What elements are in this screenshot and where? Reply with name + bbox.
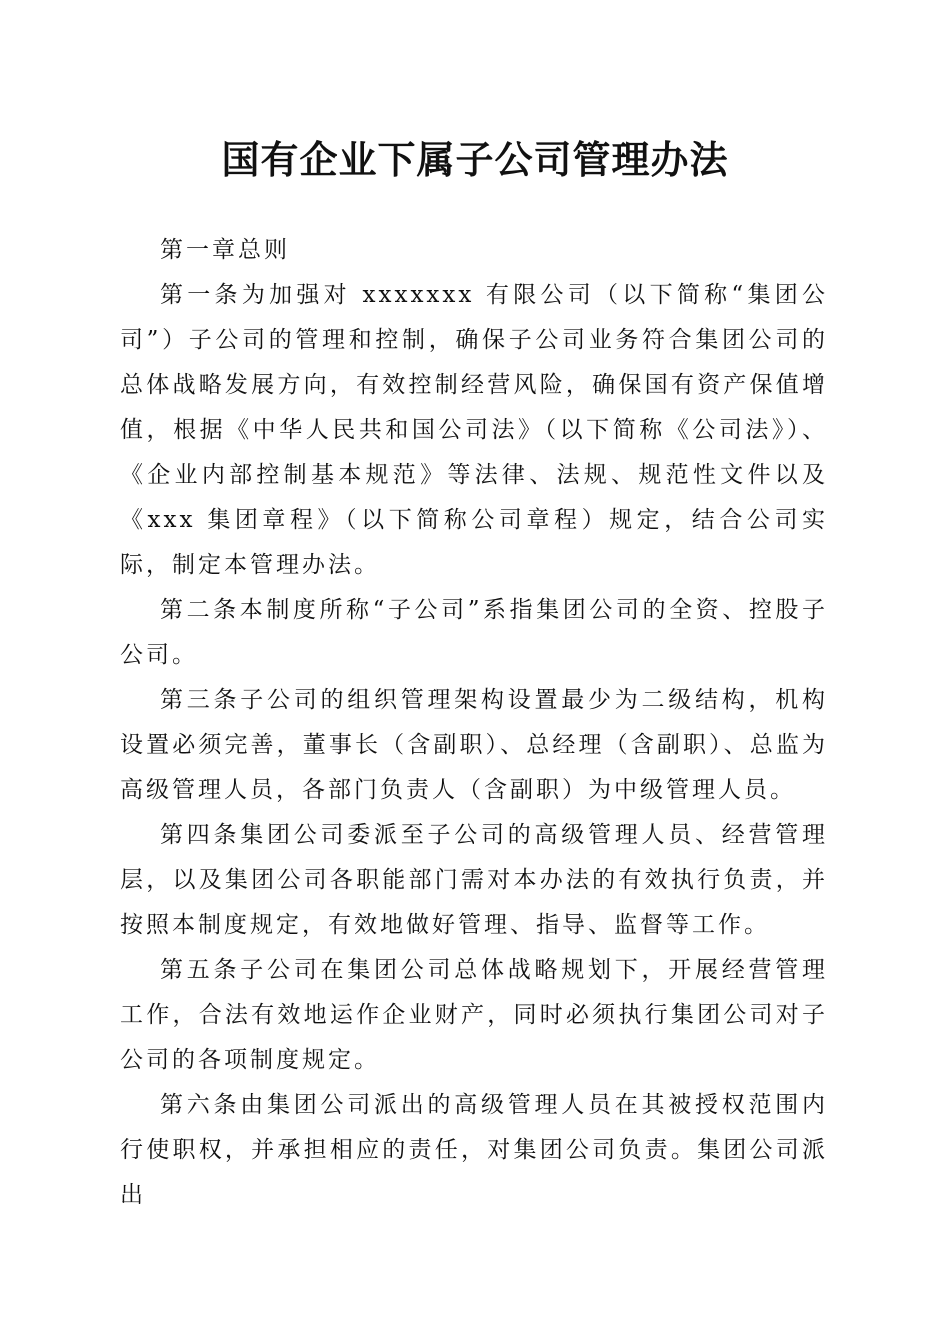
- article-2-paragraph: 第二条本制度所称“子公司”系指集团公司的全资、控股子公司。: [120, 597, 828, 668]
- article-4-paragraph: 第四条集团公司委派至子公司的高级管理人员、经营管理层，以及集团公司各职能部门需对本办法的有效执行负责，并按照本制度规定，有效地做好管理、指导、监督等工作。: [120, 822, 828, 938]
- document-body: [120, 228, 828, 1218]
- chapter-heading: 第一章总则: [160, 237, 290, 263]
- article-6-paragraph: 第六条由集团公司派出的高级管理人员在其被授权范围内行使职权，并承担相应的责任，对集团公司负责。集团公司派出: [120, 1092, 828, 1208]
- document-title: 国有企业下属子公司管理办法: [221, 137, 729, 182]
- article-1-paragraph: 第一条为加强对 xxxxxxx 有限公司（以下简称“集团公司”）子公司的管理和控制，确保子公司业务符合集团公司的总体战略发展方向，有效控制经营风险，确保国有资产保值增值，根据《中华人民共和国公司法》（以下简称《公司法》）、《企业内部控制基本规范》等法律、法规、规范性文件以及《xxx 集团章程》（以下简称公司章程）规定，结合公司实际，制定本管理办法。: [120, 282, 828, 578]
- article-5-paragraph: 第五条子公司在集团公司总体战略规划下，开展经营管理工作，合法有效地运作企业财产，同时必须执行集团公司对子公司的各项制度规定。: [120, 957, 828, 1073]
- article-3-paragraph: 第三条子公司的组织管理架构设置最少为二级结构，机构设置必须完善，董事长（含副职）、总经理（含副职）、总监为高级管理人员，各部门负责人（含副职）为中级管理人员。: [120, 687, 828, 803]
